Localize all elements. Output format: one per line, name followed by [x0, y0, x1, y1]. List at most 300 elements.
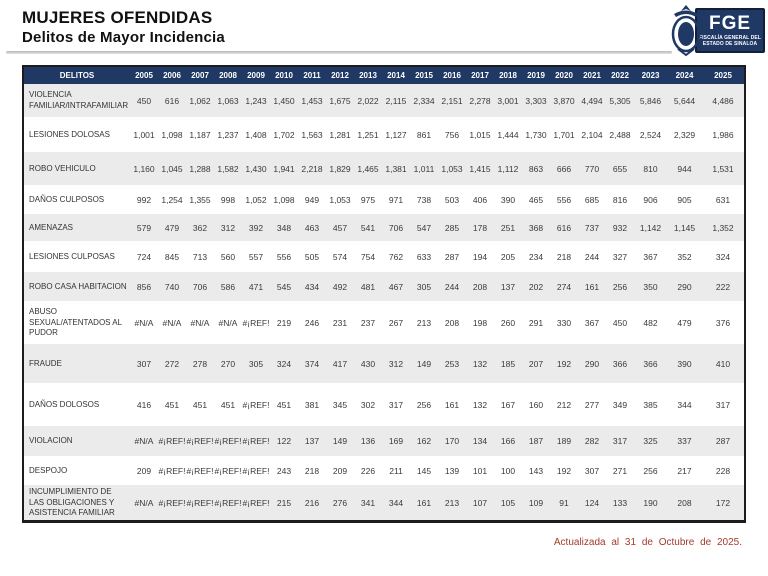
value-cell: 107: [466, 485, 494, 522]
value-cell: #¡REF!: [186, 485, 214, 522]
crime-label-cell: VIOLENCIA FAMILIAR/INTRAFAMILIAR: [23, 84, 130, 118]
value-cell: 1,453: [298, 84, 326, 118]
value-cell: 1,053: [326, 186, 354, 214]
value-cell: 219: [270, 302, 298, 344]
value-cell: 178: [466, 214, 494, 242]
value-cell: 216: [298, 485, 326, 522]
value-cell: 1,381: [382, 152, 410, 186]
value-cell: 212: [550, 384, 578, 426]
value-cell: 256: [634, 457, 667, 485]
value-cell: 330: [550, 302, 578, 344]
fge-org-name: [699, 35, 761, 48]
crime-label-cell: ROBO VEHICULO: [23, 152, 130, 186]
value-cell: 740: [158, 272, 186, 302]
value-cell: 222: [702, 272, 745, 302]
year-column-header: 2016: [438, 66, 466, 84]
value-cell: 344: [667, 384, 702, 426]
value-cell: 1,112: [494, 152, 522, 186]
crime-row: [23, 186, 745, 214]
value-cell: 737: [578, 214, 606, 242]
value-cell: 312: [214, 214, 242, 242]
year-column-header: 2007: [186, 66, 214, 84]
value-cell: #N/A: [130, 426, 158, 457]
value-cell: 307: [130, 344, 158, 384]
value-cell: 845: [158, 242, 186, 272]
value-cell: 1,465: [354, 152, 382, 186]
value-cell: 738: [410, 186, 438, 214]
value-cell: #N/A: [130, 485, 158, 522]
value-cell: 290: [578, 344, 606, 384]
value-cell: 5,846: [634, 84, 667, 118]
value-cell: 1,281: [326, 118, 354, 152]
value-cell: 260: [494, 302, 522, 344]
value-cell: 713: [186, 242, 214, 272]
value-cell: 244: [578, 242, 606, 272]
value-cell: 479: [158, 214, 186, 242]
value-cell: 467: [382, 272, 410, 302]
value-cell: 3,303: [522, 84, 550, 118]
value-cell: 189: [550, 426, 578, 457]
year-column-header: 2005: [130, 66, 158, 84]
value-cell: 302: [354, 384, 382, 426]
value-cell: 1,062: [186, 84, 214, 118]
value-cell: 2,151: [438, 84, 466, 118]
crime-label-cell: VIOLACION: [23, 426, 130, 457]
value-cell: 149: [410, 344, 438, 384]
value-cell: 367: [634, 242, 667, 272]
page-subtitle: Delitos de Mayor Incidencia: [22, 29, 225, 47]
value-cell: 1,142: [634, 214, 667, 242]
value-cell: 317: [606, 426, 634, 457]
value-cell: 1,015: [466, 118, 494, 152]
value-cell: 1,127: [382, 118, 410, 152]
value-cell: 194: [466, 242, 494, 272]
value-cell: 616: [550, 214, 578, 242]
value-cell: #N/A: [214, 302, 242, 344]
value-cell: 324: [702, 242, 745, 272]
value-cell: 2,104: [578, 118, 606, 152]
value-cell: 1,986: [702, 118, 745, 152]
value-cell: 208: [667, 485, 702, 522]
value-cell: 2,524: [634, 118, 667, 152]
crime-label-cell: DAÑOS DOLOSOS: [23, 384, 130, 426]
value-cell: 105: [494, 485, 522, 522]
value-cell: 503: [438, 186, 466, 214]
incidence-table: [22, 65, 746, 524]
value-cell: 1,187: [186, 118, 214, 152]
year-column-header: 2015: [410, 66, 438, 84]
value-cell: 392: [242, 214, 270, 242]
report-header: [0, 0, 768, 54]
value-cell: 706: [382, 214, 410, 242]
crime-row: [23, 152, 745, 186]
crime-label-cell: AMENAZAS: [23, 214, 130, 242]
value-cell: 1,430: [242, 152, 270, 186]
value-cell: 1,702: [270, 118, 298, 152]
value-cell: 253: [438, 344, 466, 384]
value-cell: 574: [326, 242, 354, 272]
crime-row: [23, 302, 745, 344]
crime-row: [23, 485, 745, 522]
value-cell: 560: [214, 242, 242, 272]
value-cell: 234: [522, 242, 550, 272]
value-cell: #¡REF!: [242, 485, 270, 522]
year-column-header: 2024: [667, 66, 702, 84]
value-cell: 312: [382, 344, 410, 384]
value-cell: 2,022: [354, 84, 382, 118]
value-cell: 450: [130, 84, 158, 118]
year-column-header: 2008: [214, 66, 242, 84]
fge-logo: [670, 3, 765, 57]
value-cell: 482: [634, 302, 667, 344]
value-cell: 213: [410, 302, 438, 344]
value-cell: 406: [466, 186, 494, 214]
value-cell: 390: [494, 186, 522, 214]
value-cell: 2,278: [466, 84, 494, 118]
value-cell: 451: [158, 384, 186, 426]
crime-row: [23, 344, 745, 384]
value-cell: 101: [466, 457, 494, 485]
value-cell: 1,001: [130, 118, 158, 152]
crime-label-cell: DESPOJO: [23, 457, 130, 485]
value-cell: 109: [522, 485, 550, 522]
value-cell: 187: [522, 426, 550, 457]
value-cell: 666: [550, 152, 578, 186]
value-cell: 376: [702, 302, 745, 344]
crime-label-cell: LESIONES DOLOSAS: [23, 118, 130, 152]
value-cell: 457: [326, 214, 354, 242]
value-cell: 161: [410, 485, 438, 522]
value-cell: 492: [326, 272, 354, 302]
value-cell: 317: [382, 384, 410, 426]
value-cell: 451: [186, 384, 214, 426]
value-cell: 381: [298, 384, 326, 426]
value-cell: 3,001: [494, 84, 522, 118]
value-cell: 2,218: [298, 152, 326, 186]
value-cell: 124: [578, 485, 606, 522]
fge-logo-box: [695, 8, 765, 53]
value-cell: 278: [186, 344, 214, 384]
table-head: [23, 66, 745, 84]
value-cell: 244: [438, 272, 466, 302]
crime-label-cell: ABUSO SEXUAL/ATENTADOS AL PUDOR: [23, 302, 130, 344]
value-cell: #¡REF!: [242, 384, 270, 426]
value-cell: 290: [667, 272, 702, 302]
value-cell: 1,730: [522, 118, 550, 152]
value-cell: 756: [438, 118, 466, 152]
value-cell: 762: [382, 242, 410, 272]
value-cell: 1,011: [410, 152, 438, 186]
value-cell: 366: [606, 344, 634, 384]
value-cell: 1,415: [466, 152, 494, 186]
value-cell: 345: [326, 384, 354, 426]
value-cell: 366: [634, 344, 667, 384]
value-cell: #¡REF!: [242, 426, 270, 457]
value-cell: 998: [214, 186, 242, 214]
update-note: Actualizada al 31 de Octubre de 2025.: [553, 537, 742, 549]
value-cell: 136: [354, 426, 382, 457]
value-cell: 272: [158, 344, 186, 384]
value-cell: 243: [270, 457, 298, 485]
value-cell: #¡REF!: [242, 302, 270, 344]
value-cell: 137: [494, 272, 522, 302]
year-column-header: 2011: [298, 66, 326, 84]
value-cell: 479: [667, 302, 702, 344]
value-cell: 305: [242, 344, 270, 384]
value-cell: 374: [298, 344, 326, 384]
value-cell: 724: [130, 242, 158, 272]
value-cell: 417: [326, 344, 354, 384]
value-cell: 1,408: [242, 118, 270, 152]
value-cell: 1,243: [242, 84, 270, 118]
value-cell: 1,582: [214, 152, 242, 186]
value-cell: 149: [326, 426, 354, 457]
value-cell: 362: [186, 214, 214, 242]
value-cell: 616: [158, 84, 186, 118]
value-cell: 217: [667, 457, 702, 485]
value-cell: 317: [702, 384, 745, 426]
value-cell: 276: [326, 485, 354, 522]
crime-row: [23, 272, 745, 302]
value-cell: 305: [410, 272, 438, 302]
value-cell: 471: [242, 272, 270, 302]
value-cell: 1,098: [270, 186, 298, 214]
value-cell: 410: [702, 344, 745, 384]
value-cell: 1,063: [214, 84, 242, 118]
table-body: [23, 84, 745, 522]
value-cell: 856: [130, 272, 158, 302]
value-cell: 816: [606, 186, 634, 214]
fge-acronym: FGE: [708, 12, 752, 34]
value-cell: 344: [382, 485, 410, 522]
value-cell: 267: [382, 302, 410, 344]
value-cell: 556: [550, 186, 578, 214]
value-cell: 161: [438, 384, 466, 426]
value-cell: 557: [242, 242, 270, 272]
value-cell: 277: [578, 384, 606, 426]
value-cell: 208: [438, 302, 466, 344]
value-cell: 1,829: [326, 152, 354, 186]
value-cell: 307: [578, 457, 606, 485]
year-column-header: 2019: [522, 66, 550, 84]
value-cell: 451: [214, 384, 242, 426]
value-cell: 139: [438, 457, 466, 485]
value-cell: 192: [550, 457, 578, 485]
value-cell: 192: [550, 344, 578, 384]
value-cell: 5,644: [667, 84, 702, 118]
value-cell: 1,563: [298, 118, 326, 152]
value-cell: 162: [410, 426, 438, 457]
value-cell: 685: [578, 186, 606, 214]
value-cell: 1,045: [158, 152, 186, 186]
title-divider: [6, 51, 672, 54]
value-cell: 218: [298, 457, 326, 485]
year-column-header: 2021: [578, 66, 606, 84]
value-cell: 213: [438, 485, 466, 522]
crime-label-cell: INCUMPLIMIENTO DE LAS OBLIGACIONES Y ASISTENCIA FAMILIAR: [23, 485, 130, 522]
value-cell: 975: [354, 186, 382, 214]
value-cell: 145: [410, 457, 438, 485]
value-cell: 161: [578, 272, 606, 302]
value-cell: 586: [214, 272, 242, 302]
value-cell: 169: [382, 426, 410, 457]
value-cell: 237: [354, 302, 382, 344]
value-cell: 971: [382, 186, 410, 214]
value-cell: 481: [354, 272, 382, 302]
value-cell: 861: [410, 118, 438, 152]
value-cell: 287: [438, 242, 466, 272]
year-column-header: 2025: [702, 66, 745, 84]
value-cell: 2,488: [606, 118, 634, 152]
value-cell: 556: [270, 242, 298, 272]
value-cell: 450: [606, 302, 634, 344]
value-cell: 1,675: [326, 84, 354, 118]
crimes-column-header: DELITOS: [23, 66, 130, 84]
year-column-header: 2018: [494, 66, 522, 84]
value-cell: 2,329: [667, 118, 702, 152]
value-cell: 4,494: [578, 84, 606, 118]
value-cell: 209: [130, 457, 158, 485]
value-cell: 434: [298, 272, 326, 302]
value-cell: 218: [550, 242, 578, 272]
value-cell: 167: [494, 384, 522, 426]
value-cell: 251: [494, 214, 522, 242]
value-cell: #¡REF!: [214, 457, 242, 485]
value-cell: 291: [522, 302, 550, 344]
value-cell: 228: [702, 457, 745, 485]
crime-label-cell: FRAUDE: [23, 344, 130, 384]
value-cell: 132: [466, 384, 494, 426]
value-cell: 1,444: [494, 118, 522, 152]
value-cell: 327: [606, 242, 634, 272]
value-cell: 1,531: [702, 152, 745, 186]
page-title: MUJERES OFENDIDAS: [22, 8, 213, 27]
fge-org-line2: ESTADO DE SINALOA: [702, 41, 758, 47]
value-cell: 246: [298, 302, 326, 344]
value-cell: 1,052: [242, 186, 270, 214]
value-cell: #¡REF!: [242, 457, 270, 485]
value-cell: #¡REF!: [214, 485, 242, 522]
value-cell: 205: [494, 242, 522, 272]
value-cell: 770: [578, 152, 606, 186]
year-column-header: 2023: [634, 66, 667, 84]
year-column-header: 2009: [242, 66, 270, 84]
value-cell: 137: [298, 426, 326, 457]
value-cell: 1,352: [702, 214, 745, 242]
value-cell: 1,701: [550, 118, 578, 152]
value-cell: 337: [667, 426, 702, 457]
value-cell: 430: [354, 344, 382, 384]
value-cell: #N/A: [186, 302, 214, 344]
value-cell: 256: [410, 384, 438, 426]
value-cell: 352: [667, 242, 702, 272]
value-cell: 1,237: [214, 118, 242, 152]
value-cell: #¡REF!: [214, 426, 242, 457]
crime-label-cell: DAÑOS CULPOSOS: [23, 186, 130, 214]
fge-org-line1: FISCALÍA GENERAL DEL: [699, 34, 762, 41]
value-cell: 863: [522, 152, 550, 186]
value-cell: 905: [667, 186, 702, 214]
crime-label-cell: ROBO CASA HABITACION: [23, 272, 130, 302]
value-cell: 451: [270, 384, 298, 426]
value-cell: 325: [634, 426, 667, 457]
value-cell: 2,115: [382, 84, 410, 118]
value-cell: 282: [578, 426, 606, 457]
value-cell: 143: [522, 457, 550, 485]
value-cell: 215: [270, 485, 298, 522]
value-cell: 160: [522, 384, 550, 426]
value-cell: 202: [522, 272, 550, 302]
value-cell: 579: [130, 214, 158, 242]
table-header-row: [23, 66, 745, 84]
crime-row: [23, 118, 745, 152]
value-cell: 170: [438, 426, 466, 457]
value-cell: 385: [634, 384, 667, 426]
value-cell: 545: [270, 272, 298, 302]
value-cell: 1,254: [158, 186, 186, 214]
value-cell: 349: [606, 384, 634, 426]
value-cell: 226: [354, 457, 382, 485]
value-cell: 992: [130, 186, 158, 214]
value-cell: #¡REF!: [158, 457, 186, 485]
crime-row: [23, 457, 745, 485]
value-cell: 368: [522, 214, 550, 242]
value-cell: #¡REF!: [158, 485, 186, 522]
value-cell: 274: [550, 272, 578, 302]
value-cell: 190: [634, 485, 667, 522]
value-cell: 134: [466, 426, 494, 457]
crime-row: [23, 242, 745, 272]
value-cell: 4,486: [702, 84, 745, 118]
value-cell: 132: [466, 344, 494, 384]
value-cell: 185: [494, 344, 522, 384]
value-cell: 3,870: [550, 84, 578, 118]
year-column-header: 2013: [354, 66, 382, 84]
value-cell: 1,288: [186, 152, 214, 186]
crime-row: [23, 84, 745, 118]
value-cell: #N/A: [130, 302, 158, 344]
value-cell: 1,450: [270, 84, 298, 118]
value-cell: 100: [494, 457, 522, 485]
value-cell: 541: [354, 214, 382, 242]
value-cell: #¡REF!: [158, 426, 186, 457]
value-cell: 367: [578, 302, 606, 344]
crime-label-cell: LESIONES CULPOSAS: [23, 242, 130, 272]
crime-row: [23, 426, 745, 457]
fge-crest-icon: [670, 3, 702, 57]
value-cell: 631: [702, 186, 745, 214]
value-cell: 706: [186, 272, 214, 302]
value-cell: 211: [382, 457, 410, 485]
value-cell: 1,053: [438, 152, 466, 186]
year-column-header: 2014: [382, 66, 410, 84]
value-cell: 5,305: [606, 84, 634, 118]
value-cell: 207: [522, 344, 550, 384]
value-cell: 324: [270, 344, 298, 384]
title-block: [0, 0, 768, 48]
value-cell: 256: [606, 272, 634, 302]
crime-row: [23, 214, 745, 242]
value-cell: 390: [667, 344, 702, 384]
value-cell: 1,251: [354, 118, 382, 152]
value-cell: 633: [410, 242, 438, 272]
value-cell: 465: [522, 186, 550, 214]
value-cell: 505: [298, 242, 326, 272]
value-cell: 287: [702, 426, 745, 457]
year-column-header: 2020: [550, 66, 578, 84]
value-cell: 270: [214, 344, 242, 384]
value-cell: 463: [298, 214, 326, 242]
